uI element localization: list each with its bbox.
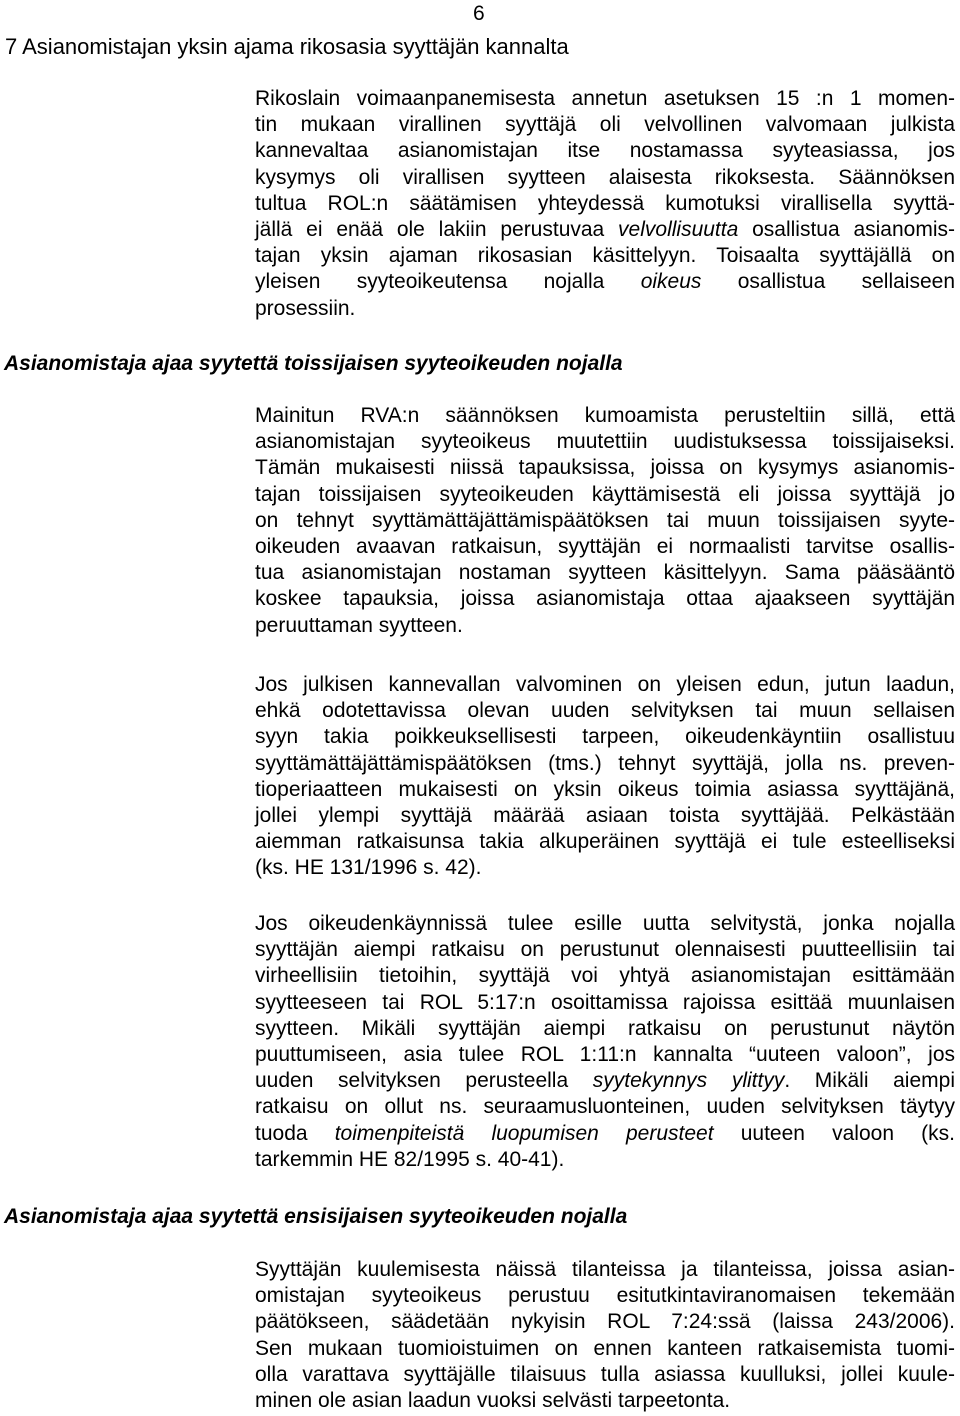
emphasized-text: oikeus <box>640 270 702 294</box>
paragraph-2 <box>255 403 955 639</box>
page-number: 6 <box>473 2 485 25</box>
paragraph-3 <box>255 672 955 882</box>
paragraph-line: päätökseen, säädetään nykyisin ROL 7:24:ssä (laissa 243/2006). <box>255 1310 955 1334</box>
paragraph-line: prosessiin. <box>255 296 356 320</box>
paragraph-line: tua asianomistajan nostaman syytteen käsittelyyn. Sama pääsääntö <box>255 561 955 585</box>
text-run: uuteen valoon (ks. <box>713 1121 955 1145</box>
paragraph-1 <box>255 86 955 322</box>
paragraph-line: peruuttaman syytteen. <box>255 613 463 637</box>
paragraph-line <box>255 269 955 295</box>
paragraph-line: kannevaltaa asianomistajan itse nostamassa syyteasiassa, jos <box>255 139 955 163</box>
paragraph-line: ehkä odotettavissa olevan uuden selvityksen tai muun sellaisen <box>255 699 955 723</box>
paragraph-line: virheellisiin tietoihin, syyttäjä voi yhtyä asianomistajan esittämään <box>255 964 955 988</box>
paragraph-line: syytteen. Mikäli syyttäjän aiempi ratkaisu on perustunut näytön <box>255 1016 955 1040</box>
paragraph-line: omistajan syyteoikeus perustuu esitutkintaviranomaisen tekemään <box>255 1284 955 1308</box>
paragraph-line: tultua ROL:n säätämisen yhteydessä kumotuksi virallisella syyttä- <box>255 191 955 215</box>
paragraph-line: aiemman ratkaisunsa takia alkuperäinen syyttäjä ei tule esteelliseksi <box>255 830 955 854</box>
paragraph-line: Jos oikeudenkäynnissä tulee esille uutta selvitystä, jonka nojalla <box>255 912 955 935</box>
emphasized-text: toimenpiteistä luopumisen perusteet <box>334 1121 714 1145</box>
paragraph-line: on tehnyt syyttämättäjättämispäätöksen tai muun toissijaisen syyte- <box>255 508 955 532</box>
paragraph-line: Sen mukaan tuomioistuimen on ennen kanteen ratkaisemista tuomi- <box>255 1336 955 1360</box>
emphasized-text: syytekynnys ylittyy <box>592 1069 785 1093</box>
text-run: osallistua asianomis- <box>738 218 955 242</box>
text-run: tuoda <box>255 1121 335 1145</box>
subheading-secondary-right: Asianomistaja ajaa syytettä toissijaisen syyteoikeuden nojalla <box>4 352 623 375</box>
paragraph-line: ratkaisu on ollut ns. seuraamusluonteinen, uuden selvityksen täytyy <box>255 1095 955 1119</box>
paragraph-line: (ks. HE 131/1996 s. 42). <box>255 856 482 880</box>
text-run: osallistua sellaiseen <box>701 270 955 294</box>
paragraph-line: Syyttäjän kuulemisesta näissä tilanteissa ja tilanteissa, joissa asian- <box>255 1258 955 1281</box>
paragraph-line: tin mukaan virallinen syyttäjä oli velvollinen valvomaan julkista <box>255 113 955 137</box>
paragraph-line: Mainitun RVA:n säännöksen kumoamista perusteltiin sillä, että <box>255 404 955 427</box>
paragraph-line: puuttumiseen, asia tulee ROL 1:11:n kannalta “uuteen valoon”, jos <box>255 1043 955 1067</box>
chapter-title: 7 Asianomistajan yksin ajama rikosasia syyttäjän kannalta <box>5 34 569 59</box>
paragraph-4 <box>255 911 955 1173</box>
paragraph-line: syyn takia poikkeuksellisesti tarpeen, oikeudenkäyntiin osallistuu <box>255 725 955 749</box>
paragraph-line: kysymys oli virallisen syytteen alaisesta rikoksesta. Säännöksen <box>255 165 955 189</box>
text-run: uuden selvityksen perusteella <box>255 1069 593 1093</box>
paragraph-line <box>255 1068 955 1094</box>
paragraph-line: tioperiaatteen mukaisesti on yksin oikeus toimia asiassa syyttäjänä, <box>255 777 955 801</box>
emphasized-text: velvollisuutta <box>618 218 739 242</box>
paragraph-line: Tämän mukaisesti niissä tapauksissa, joissa on kysymys asianomis- <box>255 456 955 480</box>
paragraph-line: syyttäjän aiempi ratkaisu on perustunut olennaisesti puutteellisiin tai <box>255 938 955 962</box>
paragraph-line: syyttämättäjättämispäätöksen (tms.) tehnyt syyttäjä, jolla ns. preven- <box>255 751 955 775</box>
paragraph-line: tajan yksin ajaman rikosasian käsittelyyn. Toisaalta syyttäjällä on <box>255 244 955 268</box>
paragraph-line: jollei ylempi syyttäjä määrää asiaan toista syyttäjää. Pelkästään <box>255 804 955 828</box>
paragraph-line: tarkemmin HE 82/1995 s. 40-41). <box>255 1147 565 1171</box>
paragraph-line: asianomistajan syyteoikeus muutettiin uudistuksessa toissijaiseksi. <box>255 430 955 454</box>
subheading-primary-right: Asianomistaja ajaa syytettä ensisijaisen syyteoikeuden nojalla <box>4 1205 628 1228</box>
paragraph-line: syytteeseen tai ROL 5:17:n osoittamissa rajoissa esittää muunlaisen <box>255 990 955 1014</box>
text-run: jällä ei enää ole lakiin perustuvaa <box>255 218 619 242</box>
paragraph-line <box>255 1121 955 1147</box>
paragraph-line: olla varattava syyttäjälle tilaisuus tulla asiassa kuulluksi, jollei kuule- <box>255 1362 955 1386</box>
paragraph-line: tajan toissijaisen syyteoikeuden käyttämisestä eli joissa syyttäjä jo <box>255 482 955 506</box>
paragraph-line: minen ole asian laadun vuoksi selvästi tarpeetonta. <box>255 1389 731 1413</box>
paragraph-line: Rikoslain voimaanpanemisesta annetun asetuksen 15 :n 1 momen- <box>255 87 955 110</box>
paragraph-line: Jos julkisen kannevallan valvominen on yleisen edun, jutun laadun, <box>255 673 955 696</box>
paragraph-line <box>255 217 955 243</box>
paragraph-line: oikeuden avaavan ratkaisun, syyttäjän ei normaalisti tarvitse osallis- <box>255 535 955 559</box>
paragraph-5 <box>255 1257 955 1414</box>
text-run: yleisen syyteoikeutensa nojalla <box>255 270 641 294</box>
text-run: . Mikäli aiempi <box>784 1069 955 1093</box>
paragraph-line: koskee tapauksia, joissa asianomistaja ottaa ajaakseen syyttäjän <box>255 587 955 611</box>
